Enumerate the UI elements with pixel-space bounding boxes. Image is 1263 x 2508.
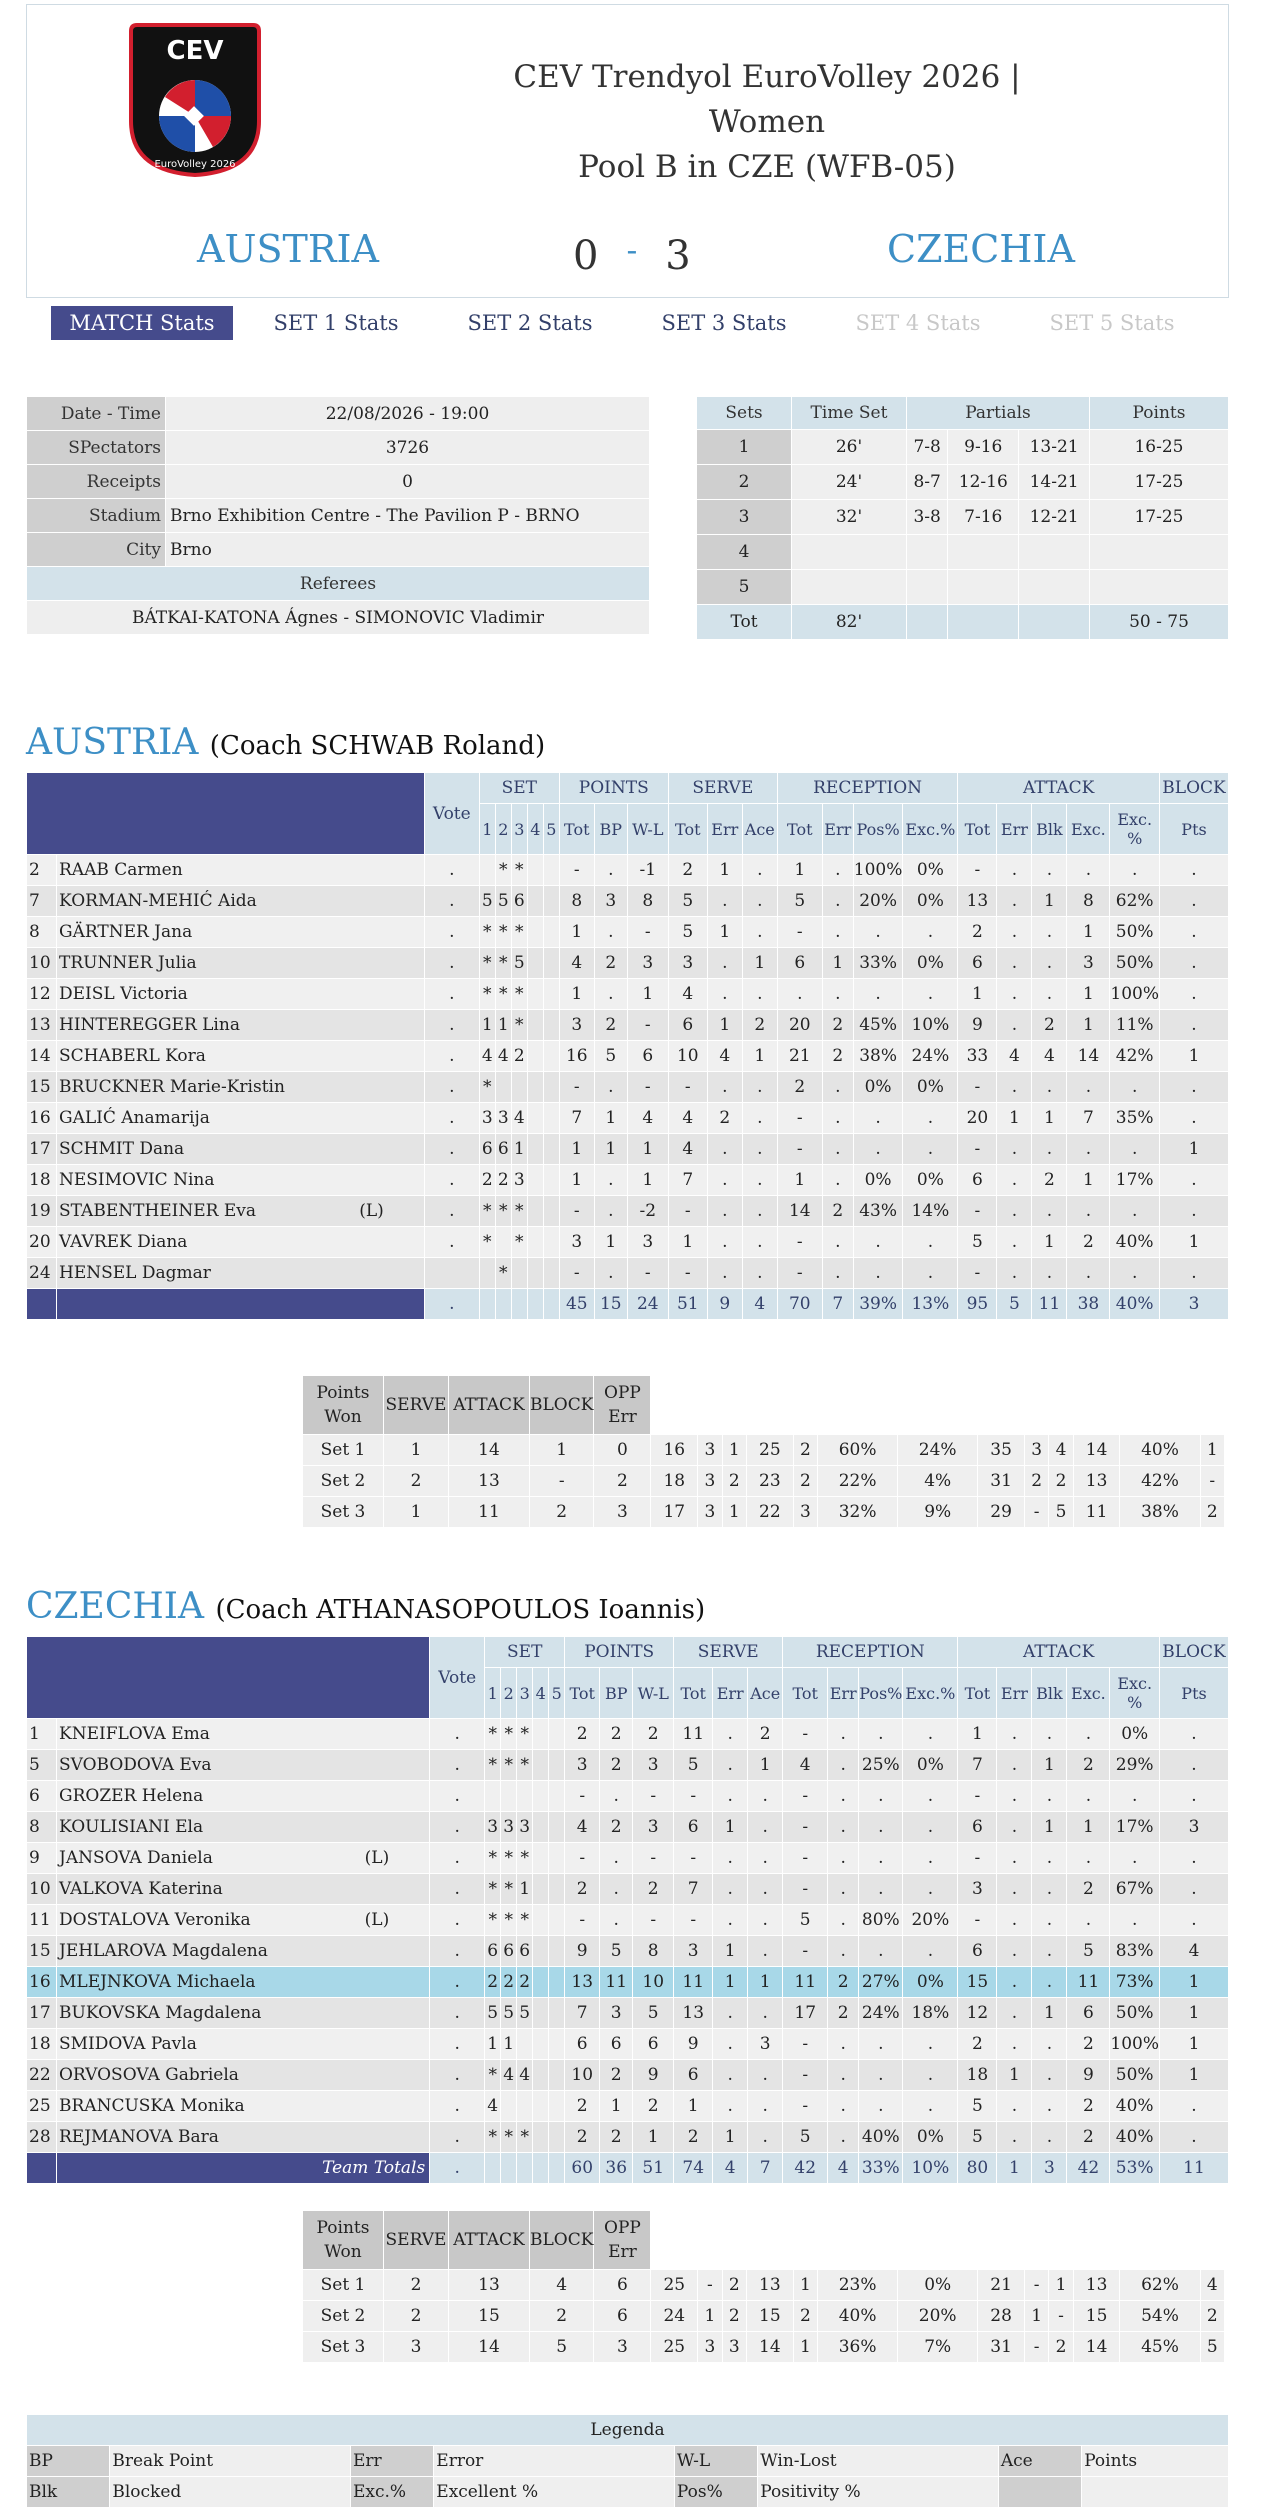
set-summary-row: Set 3 1 11 2 3 17 3 1 22 3 32% 9% 29 - 5 11 38% 2 (303, 1497, 1225, 1528)
player-row: 19 STABENTHEINER Eva (L) . * * * - . -2 - . . 14 2 43% 14% - . . . . . (27, 1196, 1229, 1227)
tab-match-stats[interactable]: MATCH Stats (51, 306, 233, 340)
player-name: BRUCKNER Marie-Kristin (57, 1072, 425, 1103)
player-name: GROZER Helena (57, 1781, 430, 1812)
player-row: 18 NESIMOVIC Nina . 2 2 3 1 . 1 7 . . 1 . 0% 0% 6 . 2 1 17% . (27, 1165, 1229, 1196)
player-name: DOSTALOVA Veronika (L) (57, 1905, 430, 1936)
player-row: 10 TRUNNER Julia . * * 5 4 2 3 3 . 1 6 1 33% 0% 6 . . 3 50% . (27, 948, 1229, 979)
match-title: CEV Trendyol EuroVolley 2026 | Women Pool B in CZE (WFB-05) (513, 59, 1021, 185)
austria-set-summary: Points Won SERVE ATTACK BLOCK OPP Err Set 1 1 14 1 0 16 3 1 25 2 60% 24% 35 3 4 14 40% 1 Set 2 2 13 - 2 18 3 2 23 2 22% 4% 31 2 2 13 42% - Set 3 1 11 2 3 17 3 1 22 3 32% 9% 29 - 5 11 38% 2 (302, 1375, 1225, 1528)
player-name: HINTEREGGER Lina (57, 1010, 425, 1041)
austria-section-title: AUSTRIA (Coach SCHWAB Roland) (26, 722, 546, 763)
svg-text:CEV: CEV (166, 36, 224, 66)
player-name: NESIMOVIC Nina (57, 1165, 425, 1196)
player-name: SVOBODOVA Eva (57, 1750, 430, 1781)
player-row: 7 KORMAN-MEHIĆ Aida . 5 5 6 8 3 8 5 . . 5 . 20% 0% 13 . 1 8 62% . (27, 886, 1229, 917)
player-row: 17 SCHMIT Dana . 6 6 1 1 1 1 4 . . - . . . - . . . . 1 (27, 1134, 1229, 1165)
set-summary-row: Set 1 1 14 1 0 16 3 1 25 2 60% 24% 35 3 4 14 40% 1 (303, 1435, 1225, 1466)
player-row: 15 BRUCKNER Marie-Kristin . * - . - - . . 2 . 0% 0% - . . . . . (27, 1072, 1229, 1103)
tab-set-1[interactable]: SET 1 Stats (273, 311, 399, 335)
player-row: 20 VAVREK Diana . * * 3 1 3 1 . . - . . . 5 . 1 2 40% 1 (27, 1227, 1229, 1258)
team-totals-row: . 45 15 24 51 9 4 70 7 39% 13% 95 5 11 38 40% 3 (27, 1289, 1229, 1320)
match-info-table: Date - Time 22/08/2026 - 19:00 SPectators 3726 Receipts 0 Stadium Brno Exhibition Centre - The Pavilion P - BRNO City Brno Referees BÁTKAI-KATONA Ágnes - SIMONOVIC Vladimir (26, 396, 650, 635)
player-row: 28 REJMANOVA Bara . * * * 2 2 1 2 1 . 5 . 40% 0% 5 . . 2 40% . (27, 2122, 1229, 2153)
set-row: 3 32' 3-8 7-16 12-21 17-25 (697, 500, 1229, 535)
stats-tabs (26, 306, 1229, 340)
sets-total-row: Tot 82' 50 - 75 (697, 605, 1229, 640)
player-name: ORVOSOVA Gabriela (57, 2060, 430, 2091)
set-row: 1 26' 7-8 9-16 13-21 16-25 (697, 430, 1229, 465)
set-summary-row: Set 2 2 15 2 6 24 1 2 15 2 40% 20% 28 1 - 15 54% 2 (303, 2301, 1225, 2332)
player-row: 8 KOULISIANI Ela . 3 3 3 4 2 3 6 1 . - . . . 6 . 1 1 17% 3 (27, 1812, 1229, 1843)
player-row: 24 HENSEL Dagmar * - . - - . . - . . . - . . . . . (27, 1258, 1229, 1289)
player-row: 8 GÄRTNER Jana . * * * 1 . - 5 1 . - . . . 2 . . 1 50% . (27, 917, 1229, 948)
cev-logo (127, 21, 263, 179)
player-name: SCHMIT Dana (57, 1134, 425, 1165)
player-name: SCHABERL Kora (57, 1041, 425, 1072)
austria-stats-table: Vote SET POINTS SERVE RECEPTION ATTACK BLOCK 1 2 3 4 5 Tot BP W-L Tot Err Ace Tot Err Pos% Exc.% Tot Err Blk Exc. Exc. % Pts 2 RAAB Carmen . * * - . -1 2 1 . 1 . 100% 0% - . . . . . 7 KORMAN-MEHIĆ Aida . 5 5 6 8 3 8 5 . . 5 . 20% 0% 13 . 1 8 62% . 8 GÄRTNER Jana . * * * 1 . - 5 1 . - . . . 2 . . 1 50% . 10 TRUNNER Julia . * * 5 4 2 3 3 . 1 6 1 33% 0% 6 . . 3 50% . 12 DEISL Victoria . * * * 1 . 1 4 . . . . . . 1 . . 1 100% . 13 HINTEREGGER Lina . 1 1 * 3 2 - 6 1 2 20 2 45% 10% 9 . 2 1 11% . 14 SCHABERL Kora . 4 4 2 16 5 6 10 4 1 21 2 38% 24% 33 4 4 14 42% 1 15 BRUCKNER Marie-Kristin . * - . - - . . 2 . 0% 0% - . . . . . 16 GALIĆ Anamarija . 3 3 4 7 1 4 4 2 . - . . . 20 1 1 7 35% . 17 SCHMIT Dana . 6 6 1 1 1 1 4 . . - . . . - . . . . 1 18 NESIMOVIC Nina . 2 2 3 1 . 1 7 . . 1 . 0% 0% 6 . 2 1 17% . 19 STABENTHEINER Eva (L) . * * * - . -2 - . . 14 2 43% 14% - . . . . . 20 VAVREK Diana . * * 3 1 3 1 . . - . . . 5 . 1 2 40% 1 24 HENSEL Dagmar * - . - - . . - . . . - . . . . . . 45 15 24 51 9 4 70 7 39% 13% 95 5 11 38 40% 3 (26, 772, 1229, 1320)
player-name: BRANCUSKA Monika (57, 2091, 430, 2122)
czechia-section-title: CZECHIA (Coach ATHANASOPOULOS Ioannis) (26, 1586, 706, 1627)
match-score: 0 - 3 (573, 231, 691, 279)
player-name: MLEJNKOVA Michaela (57, 1967, 430, 1998)
player-name: HENSEL Dagmar (57, 1258, 425, 1289)
player-row: 12 DEISL Victoria . * * * 1 . 1 4 . . . . . . 1 . . 1 100% . (27, 979, 1229, 1010)
tab-set-4: SET 4 Stats (855, 311, 981, 335)
player-name: RAAB Carmen (57, 855, 425, 886)
player-name: REJMANOVA Bara (57, 2122, 430, 2153)
set-summary-row: Set 1 2 13 4 6 25 - 2 13 1 23% 0% 21 - 1 13 62% 4 (303, 2270, 1225, 2301)
receipts: 0 (166, 465, 650, 499)
player-name: KOULISIANI Ela (57, 1812, 430, 1843)
czechia-set-summary: Points Won SERVE ATTACK BLOCK OPP Err Set 1 2 13 4 6 25 - 2 13 1 23% 0% 21 - 1 13 62% 4 Set 2 2 15 2 6 24 1 2 15 2 40% 20% 28 1 - 15 54% 2 Set 3 3 14 5 3 25 3 3 14 1 36% 7% 31 - 2 14 45% 5 (302, 2210, 1225, 2363)
player-name: SMIDOVA Pavla (57, 2029, 430, 2060)
player-row: 13 HINTEREGGER Lina . 1 1 * 3 2 - 6 1 2 20 2 45% 10% 9 . 2 1 11% . (27, 1010, 1229, 1041)
set-row: 4 (697, 535, 1229, 570)
match-date: 22/08/2026 - 19:00 (166, 397, 650, 431)
player-name: KNEIFLOVA Ema (57, 1719, 430, 1750)
player-row: 25 BRANCUSKA Monika . 4 2 1 2 1 . . - . . . 5 . . 2 40% . (27, 2091, 1229, 2122)
player-row: 17 BUKOVSKA Magdalena . 5 5 5 7 3 5 13 . . 17 2 24% 18% 12 . 1 6 50% 1 (27, 1998, 1229, 2029)
player-name: DEISL Victoria (57, 979, 425, 1010)
player-row: 16 MLEJNKOVA Michaela . 2 2 2 13 11 10 11 1 1 11 2 27% 0% 15 . . 11 73% 1 (27, 1967, 1229, 1998)
player-name: JANSOVA Daniela (L) (57, 1843, 430, 1874)
player-row: 9 JANSOVA Daniela (L) . * * * - . - - . . - . . . - . . . . . (27, 1843, 1229, 1874)
player-row: 11 DOSTALOVA Veronika (L) . * * * - . - - . . 5 . 80% 20% - . . . . . (27, 1905, 1229, 1936)
player-row: 10 VALKOVA Katerina . * * 1 2 . 2 7 . . - . . . 3 . . 2 67% . (27, 1874, 1229, 1905)
set-summary-row: Set 3 3 14 5 3 25 3 3 14 1 36% 7% 31 - 2 14 45% 5 (303, 2332, 1225, 2363)
player-row: 2 RAAB Carmen . * * - . -1 2 1 . 1 . 100% 0% - . . . . . (27, 855, 1229, 886)
czechia-stats-table: Vote SET POINTS SERVE RECEPTION ATTACK BLOCK 1 2 3 4 5 Tot BP W-L Tot Err Ace Tot Err Pos% Exc.% Tot Err Blk Exc. Exc. % Pts 1 KNEIFLOVA Ema . * * * 2 2 2 11 . 2 - . . . 1 . . . 0% . 5 SVOBODOVA Eva . * * * 3 2 3 5 . 1 4 . 25% 0% 7 . 1 2 29% . 6 GROZER Helena . - . - - . . - . . . - . . . . . 8 KOULISIANI Ela . 3 3 3 4 2 3 6 1 . - . . . 6 . 1 1 17% 3 9 JANSOVA Daniela (L) . * * * - . - - . . - . . . - . . . . . 10 VALKOVA Katerina . * * 1 2 . 2 7 . . - . . . 3 . . 2 67% . 11 DOSTALOVA Veronika (L) . * * * - . - - . . 5 . 80% 20% - . . . . . 15 JEHLAROVA Magdalena . 6 6 6 9 5 8 3 1 . - . . . 6 . . 5 83% 4 16 MLEJNKOVA Michaela . 2 2 2 13 11 10 11 1 1 11 2 27% 0% 15 . . 11 73% 1 17 BUKOVSKA Magdalena . 5 5 5 7 3 5 13 . . 17 2 24% 18% 12 . 1 6 50% 1 18 SMIDOVA Pavla . 1 1 6 6 6 9 . 3 - . . . 2 . . 2 100% 1 22 ORVOSOVA Gabriela . * 4 4 10 2 9 6 . . - . . . 18 1 . 9 50% 1 25 BRANCUSKA Monika . 4 2 1 2 1 . . - . . . 5 . . 2 40% . 28 REJMANOVA Bara . * * * 2 2 1 2 1 . 5 . 40% 0% 5 . . 2 40% . Team Totals . 60 36 51 74 4 7 42 4 33% 10% 80 1 3 42 53% 11 (26, 1636, 1229, 2184)
player-row: 16 GALIĆ Anamarija . 3 3 4 7 1 4 4 2 . - . . . 20 1 1 7 35% . (27, 1103, 1229, 1134)
player-name: VALKOVA Katerina (57, 1874, 430, 1905)
team-a-name: AUSTRIA (197, 227, 379, 271)
player-name: VAVREK Diana (57, 1227, 425, 1258)
player-name: JEHLAROVA Magdalena (57, 1936, 430, 1967)
player-row: 15 JEHLAROVA Magdalena . 6 6 6 9 5 8 3 1 . - . . . 6 . . 5 83% 4 (27, 1936, 1229, 1967)
legend-table: Legenda BP Break Point Err Error W-L Win-Lost Ace Points Blk Blocked Exc.% Excellent % Pos% Positivity % (26, 2414, 1229, 2508)
svg-text:EuroVolley 2026: EuroVolley 2026 (154, 159, 236, 170)
set-summary-row: Set 2 2 13 - 2 18 3 2 23 2 22% 4% 31 2 2 13 42% - (303, 1466, 1225, 1497)
player-row: 5 SVOBODOVA Eva . * * * 3 2 3 5 . 1 4 . 25% 0% 7 . 1 2 29% . (27, 1750, 1229, 1781)
player-name: GALIĆ Anamarija (57, 1103, 425, 1134)
set-row: 2 24' 8-7 12-16 14-21 17-25 (697, 465, 1229, 500)
set-row: 5 (697, 570, 1229, 605)
city: Brno (166, 533, 650, 567)
player-row: 6 GROZER Helena . - . - - . . - . . . - . . . . . (27, 1781, 1229, 1812)
player-row: 14 SCHABERL Kora . 4 4 2 16 5 6 10 4 1 21 2 38% 24% 33 4 4 14 42% 1 (27, 1041, 1229, 1072)
tab-set-3[interactable]: SET 3 Stats (661, 311, 787, 335)
tab-set-2[interactable]: SET 2 Stats (467, 311, 593, 335)
player-row: 22 ORVOSOVA Gabriela . * 4 4 10 2 9 6 . . - . . . 18 1 . 9 50% 1 (27, 2060, 1229, 2091)
player-name: GÄRTNER Jana (57, 917, 425, 948)
player-row: 1 KNEIFLOVA Ema . * * * 2 2 2 11 . 2 - . . . 1 . . . 0% . (27, 1719, 1229, 1750)
referees: BÁTKAI-KATONA Ágnes - SIMONOVIC Vladimir (27, 601, 650, 635)
team-b-name: CZECHIA (887, 227, 1075, 271)
player-row: 18 SMIDOVA Pavla . 1 1 6 6 6 9 . 3 - . . . 2 . . 2 100% 1 (27, 2029, 1229, 2060)
player-name: TRUNNER Julia (57, 948, 425, 979)
team-totals-row: Team Totals . 60 36 51 74 4 7 42 4 33% 10% 80 1 3 42 53% 11 (27, 2153, 1229, 2184)
player-name: STABENTHEINER Eva (L) (57, 1196, 425, 1227)
sets-table: Sets Time Set Partials Points 1 26' 7-8 9-16 13-21 16-25 2 24' 8-7 12-16 14-21 17-25 3 32' 3-8 7-16 12-21 17-25 4 5 Tot 82' 50 - 75 (696, 396, 1229, 640)
player-name: KORMAN-MEHIĆ Aida (57, 886, 425, 917)
match-header (26, 4, 1229, 298)
spectators: 3726 (166, 431, 650, 465)
player-name: BUKOVSKA Magdalena (57, 1998, 430, 2029)
tab-set-5: SET 5 Stats (1049, 311, 1175, 335)
stadium: Brno Exhibition Centre - The Pavilion P - BRNO (166, 499, 650, 533)
